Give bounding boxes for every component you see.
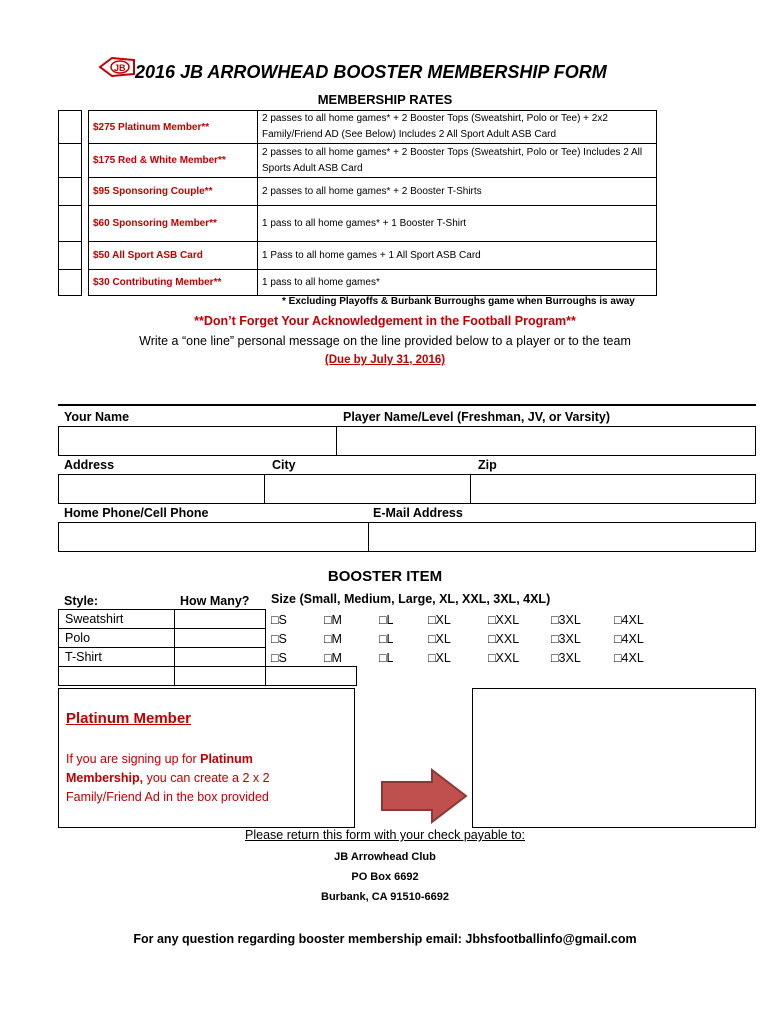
due-date: (Due by July 31, 2016)	[324, 354, 446, 366]
rate-row	[59, 242, 657, 270]
size-option-3xl[interactable]: □3XL	[551, 613, 581, 627]
rate-description: 1 pass to all home games* + 1 Booster T-Shirt	[258, 206, 657, 242]
city-state-zip: Burbank, CA 91510-6692	[321, 891, 449, 903]
size-option-m[interactable]: □M	[324, 632, 342, 646]
size-options-row	[271, 613, 671, 631]
rate-checkbox[interactable]	[59, 111, 82, 144]
booster-item-heading: BOOSTER ITEM	[327, 568, 443, 585]
size-option-s[interactable]: □S	[271, 613, 287, 627]
rate-row	[59, 144, 657, 178]
rate-description: 2 passes to all home games* + 2 Booster Tops (Sweatshirt, Polo or Tee) + 2x2 Family/Friend AD (See Below) Includes 2 All Sport Adult ASB Card	[258, 111, 657, 144]
address-label: Address	[64, 458, 115, 472]
your-name-input[interactable]	[58, 426, 337, 456]
rate-checkbox[interactable]	[59, 206, 82, 242]
size-label: Size (Small, Medium, Large, XL, XXL, 3XL, 4XL)	[271, 592, 551, 606]
size-option-xxl[interactable]: □XXL	[488, 613, 520, 627]
rate-label: $95 Sponsoring Couple**	[89, 178, 258, 206]
size-option-xxl[interactable]: □XXL	[488, 651, 520, 665]
rate-label: $60 Sponsoring Member**	[89, 206, 258, 242]
style-cell: Sweatshirt	[59, 610, 175, 629]
size-option-l[interactable]: □L	[379, 613, 394, 627]
size-options-row	[271, 651, 671, 669]
return-instructions: Please return this form with your check payable to:	[245, 828, 525, 842]
size-option-4xl[interactable]: □4XL	[614, 651, 644, 665]
phone-input[interactable]	[58, 522, 369, 552]
style-cell: Polo	[59, 629, 175, 648]
svg-text:JB: JB	[114, 63, 126, 73]
city-label: City	[272, 458, 296, 472]
rate-label: $50 All Sport ASB Card	[89, 242, 258, 270]
rates-heading: MEMBERSHIP RATES	[317, 92, 453, 107]
table-row	[59, 667, 357, 686]
size-option-xxl[interactable]: □XXL	[488, 632, 520, 646]
rate-row	[59, 206, 657, 242]
rate-row	[59, 178, 657, 206]
rate-description: 1 Pass to all home games + 1 All Sport ASB Card	[258, 242, 657, 270]
platinum-text-bold: Platinum Membership,	[66, 752, 253, 785]
quantity-input[interactable]	[175, 667, 266, 686]
rate-checkbox[interactable]	[59, 178, 82, 206]
divider	[58, 404, 756, 406]
size-option-xl[interactable]: □XL	[428, 632, 451, 646]
platinum-text-part: you can create a 2 x 2 Family/Friend Ad in the box provided	[66, 771, 270, 804]
acknowledgement-message: Write a “one line” personal message on the line provided below to a player or to the team	[139, 334, 631, 348]
size-option-xl[interactable]: □XL	[428, 651, 451, 665]
your-name-label: Your Name	[64, 410, 130, 424]
rate-label: $175 Red & White Member**	[89, 144, 258, 178]
platinum-title: Platinum Member	[66, 710, 192, 727]
rate-description: 2 passes to all home games* + 2 Booster Tops (Sweatshirt, Polo or Tee) Includes 2 All Sports Adult ASB Card	[258, 144, 657, 178]
contact-email-line: For any question regarding booster membership email: Jbhsfootballinfo@gmail.com	[133, 932, 637, 946]
rate-description: 1 pass to all home games*	[258, 270, 657, 296]
phone-label: Home Phone/Cell Phone	[64, 506, 209, 520]
arrowhead-logo-icon	[98, 56, 136, 78]
rate-label: $30 Contributing Member**	[89, 270, 258, 296]
size-option-s[interactable]: □S	[271, 651, 287, 665]
quantity-input[interactable]	[175, 629, 266, 648]
style-label: Style:	[64, 594, 99, 608]
size-option-4xl[interactable]: □4XL	[614, 632, 644, 646]
rates-footnote: * Excluding Playoffs & Burbank Burroughs game when Burroughs is away	[282, 296, 635, 307]
page-title: 2016 JB ARROWHEAD BOOSTER MEMBERSHIP FORM	[135, 62, 607, 82]
quantity-input[interactable]	[175, 648, 266, 667]
acknowledgement-headline: **Don’t Forget Your Acknowledgement in the Football Program**	[194, 314, 576, 328]
zip-input[interactable]	[470, 474, 756, 504]
zip-label: Zip	[478, 458, 497, 472]
size-option-xl[interactable]: □XL	[428, 613, 451, 627]
size-option-3xl[interactable]: □3XL	[551, 632, 581, 646]
rate-row	[59, 111, 657, 144]
quantity-input[interactable]	[175, 610, 266, 629]
city-input[interactable]	[264, 474, 471, 504]
size-option-l[interactable]: □L	[379, 651, 394, 665]
arrow-right-icon	[380, 768, 468, 824]
size-option-3xl[interactable]: □3XL	[551, 651, 581, 665]
size-options-row	[271, 632, 671, 650]
rate-checkbox[interactable]	[59, 270, 82, 296]
size-option-l[interactable]: □L	[379, 632, 394, 646]
style-cell: T-Shirt	[59, 648, 175, 667]
size-option-s[interactable]: □S	[271, 632, 287, 646]
size-option-m[interactable]: □M	[324, 613, 342, 627]
player-input[interactable]	[336, 426, 756, 456]
email-input[interactable]	[368, 522, 756, 552]
style-cell	[59, 667, 175, 686]
rate-label: $275 Platinum Member**	[89, 111, 258, 144]
platinum-text	[66, 750, 326, 807]
address-input[interactable]	[58, 474, 265, 504]
rate-description: 2 passes to all home games* + 2 Booster T-Shirts	[258, 178, 657, 206]
empty-cell	[266, 667, 357, 686]
player-label: Player Name/Level (Freshman, JV, or Varsity)	[343, 410, 611, 424]
size-option-m[interactable]: □M	[324, 651, 342, 665]
membership-rates-table	[58, 110, 657, 296]
rate-checkbox[interactable]	[59, 242, 82, 270]
platinum-text-part: If you are signing up for	[66, 752, 201, 766]
rate-checkbox[interactable]	[59, 144, 82, 178]
rate-row	[59, 270, 657, 296]
club-name: JB Arrowhead Club	[334, 851, 436, 863]
how-many-label: How Many?	[180, 594, 250, 608]
email-label: E-Mail Address	[373, 506, 463, 520]
family-ad-box[interactable]	[472, 688, 756, 828]
po-box: PO Box 6692	[351, 871, 419, 883]
size-option-4xl[interactable]: □4XL	[614, 613, 644, 627]
